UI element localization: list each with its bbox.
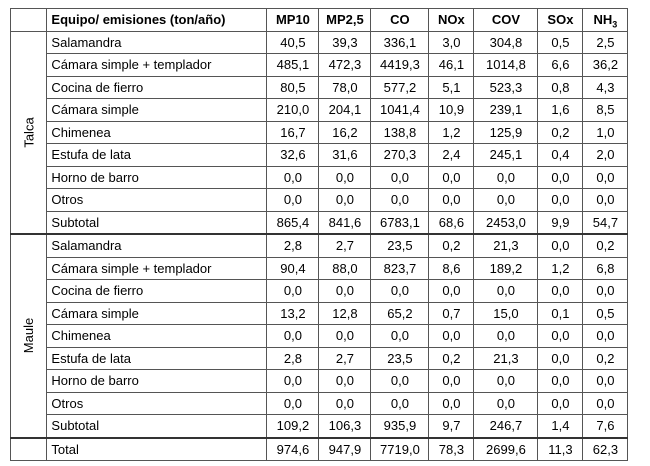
value-cell: 239,1 xyxy=(474,99,538,122)
value-cell: 2,8 xyxy=(267,347,319,370)
value-cell: 109,2 xyxy=(267,415,319,438)
region-label: Maule xyxy=(21,318,37,354)
value-cell: 78,0 xyxy=(319,76,371,99)
total-value-cell: 62,3 xyxy=(583,438,628,461)
value-cell: 0,0 xyxy=(429,189,474,212)
value-cell: 270,3 xyxy=(371,144,429,167)
equipo-cell: Subtotal xyxy=(47,211,267,234)
value-cell: 841,6 xyxy=(319,211,371,234)
value-cell: 0,8 xyxy=(538,76,583,99)
header-mp25: MP2,5 xyxy=(319,9,371,32)
value-cell: 68,6 xyxy=(429,211,474,234)
value-cell: 0,2 xyxy=(429,234,474,257)
header-nox: NOx xyxy=(429,9,474,32)
value-cell: 0,5 xyxy=(538,31,583,54)
value-cell: 7,6 xyxy=(583,415,628,438)
value-cell: 21,3 xyxy=(474,234,538,257)
total-value-cell: 11,3 xyxy=(538,438,583,461)
header-row xyxy=(11,9,628,32)
value-cell: 0,0 xyxy=(474,370,538,393)
value-cell: 0,0 xyxy=(267,370,319,393)
total-region-cell xyxy=(11,438,47,461)
value-cell: 21,3 xyxy=(474,347,538,370)
value-cell: 0,0 xyxy=(538,347,583,370)
value-cell: 9,9 xyxy=(538,211,583,234)
value-cell: 0,0 xyxy=(267,189,319,212)
value-cell: 106,3 xyxy=(319,415,371,438)
value-cell: 0,0 xyxy=(267,166,319,189)
value-cell: 865,4 xyxy=(267,211,319,234)
value-cell: 0,0 xyxy=(474,325,538,348)
value-cell: 46,1 xyxy=(429,54,474,77)
equipo-cell: Cámara simple + templador xyxy=(47,54,267,77)
header-cov: COV xyxy=(474,9,538,32)
value-cell: 0,2 xyxy=(583,347,628,370)
value-cell: 577,2 xyxy=(371,76,429,99)
value-cell: 36,2 xyxy=(583,54,628,77)
value-cell: 65,2 xyxy=(371,302,429,325)
table-row xyxy=(11,280,628,303)
value-cell: 336,1 xyxy=(371,31,429,54)
emissions-table xyxy=(10,8,628,461)
value-cell: 80,5 xyxy=(267,76,319,99)
header-nh3 xyxy=(583,9,628,32)
value-cell: 485,1 xyxy=(267,54,319,77)
equipo-cell: Otros xyxy=(47,189,267,212)
table-row xyxy=(11,54,628,77)
value-cell: 0,0 xyxy=(429,280,474,303)
equipo-cell: Cámara simple + templador xyxy=(47,257,267,280)
value-cell: 2453,0 xyxy=(474,211,538,234)
value-cell: 0,0 xyxy=(429,392,474,415)
value-cell: 5,1 xyxy=(429,76,474,99)
value-cell: 2,8 xyxy=(267,234,319,257)
region-label: Talca xyxy=(21,117,37,148)
value-cell: 1041,4 xyxy=(371,99,429,122)
total-value-cell: 947,9 xyxy=(319,438,371,461)
value-cell: 8,6 xyxy=(429,257,474,280)
value-cell: 6,6 xyxy=(538,54,583,77)
value-cell: 13,2 xyxy=(267,302,319,325)
subtotal-row xyxy=(11,211,628,234)
equipo-cell: Estufa de lata xyxy=(47,347,267,370)
table-row xyxy=(11,166,628,189)
total-value-cell: 78,3 xyxy=(429,438,474,461)
value-cell: 1,6 xyxy=(538,99,583,122)
table-row xyxy=(11,144,628,167)
value-cell: 0,0 xyxy=(319,325,371,348)
value-cell: 0,7 xyxy=(429,302,474,325)
value-cell: 210,0 xyxy=(267,99,319,122)
value-cell: 0,0 xyxy=(538,370,583,393)
table-row xyxy=(11,347,628,370)
header-nh3-sub: 3 xyxy=(612,19,618,30)
value-cell: 204,1 xyxy=(319,99,371,122)
value-cell: 0,0 xyxy=(474,280,538,303)
value-cell: 1014,8 xyxy=(474,54,538,77)
value-cell: 10,9 xyxy=(429,99,474,122)
value-cell: 246,7 xyxy=(474,415,538,438)
value-cell: 0,4 xyxy=(538,144,583,167)
header-region-cell xyxy=(11,9,47,32)
value-cell: 0,0 xyxy=(538,392,583,415)
header-nh3-main: NH xyxy=(593,12,613,28)
value-cell: 935,9 xyxy=(371,415,429,438)
value-cell: 0,2 xyxy=(538,121,583,144)
value-cell: 0,0 xyxy=(371,370,429,393)
value-cell: 0,0 xyxy=(583,166,628,189)
header-co: CO xyxy=(371,9,429,32)
value-cell: 2,4 xyxy=(429,144,474,167)
value-cell: 0,0 xyxy=(538,325,583,348)
value-cell: 2,5 xyxy=(583,31,628,54)
table-row xyxy=(11,302,628,325)
value-cell: 125,9 xyxy=(474,121,538,144)
value-cell: 9,7 xyxy=(429,415,474,438)
value-cell: 54,7 xyxy=(583,211,628,234)
value-cell: 0,0 xyxy=(371,189,429,212)
value-cell: 472,3 xyxy=(319,54,371,77)
value-cell: 0,0 xyxy=(474,189,538,212)
value-cell: 0,0 xyxy=(538,280,583,303)
value-cell: 0,0 xyxy=(267,280,319,303)
value-cell: 6,8 xyxy=(583,257,628,280)
value-cell: 2,7 xyxy=(319,234,371,257)
table-row xyxy=(11,99,628,122)
table-row xyxy=(11,76,628,99)
value-cell: 138,8 xyxy=(371,121,429,144)
value-cell: 40,5 xyxy=(267,31,319,54)
equipo-cell: Chimenea xyxy=(47,121,267,144)
value-cell: 31,6 xyxy=(319,144,371,167)
value-cell: 0,0 xyxy=(319,392,371,415)
value-cell: 16,7 xyxy=(267,121,319,144)
value-cell: 0,0 xyxy=(538,234,583,257)
value-cell: 0,0 xyxy=(429,325,474,348)
value-cell: 0,0 xyxy=(429,370,474,393)
value-cell: 0,0 xyxy=(429,166,474,189)
value-cell: 0,0 xyxy=(319,166,371,189)
table-row xyxy=(11,325,628,348)
value-cell: 0,0 xyxy=(371,280,429,303)
value-cell: 0,0 xyxy=(371,325,429,348)
total-label: Total xyxy=(47,438,267,461)
table-row xyxy=(11,392,628,415)
value-cell: 0,0 xyxy=(583,370,628,393)
total-row xyxy=(11,438,628,461)
value-cell: 16,2 xyxy=(319,121,371,144)
value-cell: 2,7 xyxy=(319,347,371,370)
table-row xyxy=(11,31,628,54)
equipo-cell: Cocina de fierro xyxy=(47,76,267,99)
emissions-table-wrapper xyxy=(10,8,628,461)
value-cell: 88,0 xyxy=(319,257,371,280)
value-cell: 1,0 xyxy=(583,121,628,144)
value-cell: 0,2 xyxy=(583,234,628,257)
value-cell: 1,2 xyxy=(538,257,583,280)
equipo-cell: Horno de barro xyxy=(47,166,267,189)
region-label-cell xyxy=(11,31,47,234)
equipo-cell: Cámara simple xyxy=(47,99,267,122)
value-cell: 4419,3 xyxy=(371,54,429,77)
equipo-cell: Cámara simple xyxy=(47,302,267,325)
value-cell: 3,0 xyxy=(429,31,474,54)
total-value-cell: 974,6 xyxy=(267,438,319,461)
value-cell: 0,0 xyxy=(474,392,538,415)
value-cell: 0,0 xyxy=(583,325,628,348)
value-cell: 23,5 xyxy=(371,234,429,257)
subtotal-row xyxy=(11,415,628,438)
value-cell: 823,7 xyxy=(371,257,429,280)
table-row xyxy=(11,234,628,257)
value-cell: 2,0 xyxy=(583,144,628,167)
equipo-cell: Salamandra xyxy=(47,31,267,54)
value-cell: 0,0 xyxy=(538,189,583,212)
equipo-cell: Estufa de lata xyxy=(47,144,267,167)
equipo-cell: Salamandra xyxy=(47,234,267,257)
total-value-cell: 2699,6 xyxy=(474,438,538,461)
table-row xyxy=(11,257,628,280)
value-cell: 0,0 xyxy=(319,280,371,303)
value-cell: 23,5 xyxy=(371,347,429,370)
value-cell: 15,0 xyxy=(474,302,538,325)
value-cell: 0,0 xyxy=(583,392,628,415)
header-sox: SOx xyxy=(538,9,583,32)
value-cell: 0,0 xyxy=(319,189,371,212)
value-cell: 1,4 xyxy=(538,415,583,438)
value-cell: 0,0 xyxy=(371,392,429,415)
value-cell: 32,6 xyxy=(267,144,319,167)
value-cell: 0,0 xyxy=(474,166,538,189)
value-cell: 0,0 xyxy=(267,392,319,415)
table-row xyxy=(11,189,628,212)
value-cell: 0,0 xyxy=(267,325,319,348)
table-row xyxy=(11,370,628,393)
total-value-cell: 7719,0 xyxy=(371,438,429,461)
value-cell: 0,0 xyxy=(538,166,583,189)
region-label-cell xyxy=(11,234,47,438)
equipo-cell: Otros xyxy=(47,392,267,415)
value-cell: 0,0 xyxy=(583,280,628,303)
value-cell: 523,3 xyxy=(474,76,538,99)
table-row xyxy=(11,121,628,144)
value-cell: 90,4 xyxy=(267,257,319,280)
header-mp10: MP10 xyxy=(267,9,319,32)
equipo-cell: Horno de barro xyxy=(47,370,267,393)
value-cell: 0,1 xyxy=(538,302,583,325)
value-cell: 0,0 xyxy=(371,166,429,189)
equipo-cell: Subtotal xyxy=(47,415,267,438)
value-cell: 12,8 xyxy=(319,302,371,325)
value-cell: 245,1 xyxy=(474,144,538,167)
value-cell: 304,8 xyxy=(474,31,538,54)
value-cell: 8,5 xyxy=(583,99,628,122)
value-cell: 0,0 xyxy=(319,370,371,393)
value-cell: 4,3 xyxy=(583,76,628,99)
equipo-cell: Chimenea xyxy=(47,325,267,348)
value-cell: 0,5 xyxy=(583,302,628,325)
value-cell: 189,2 xyxy=(474,257,538,280)
header-equipo: Equipo/ emisiones (ton/año) xyxy=(47,9,267,32)
value-cell: 0,0 xyxy=(583,189,628,212)
equipo-cell: Cocina de fierro xyxy=(47,280,267,303)
value-cell: 39,3 xyxy=(319,31,371,54)
table-body xyxy=(11,31,628,461)
value-cell: 1,2 xyxy=(429,121,474,144)
value-cell: 6783,1 xyxy=(371,211,429,234)
value-cell: 0,2 xyxy=(429,347,474,370)
